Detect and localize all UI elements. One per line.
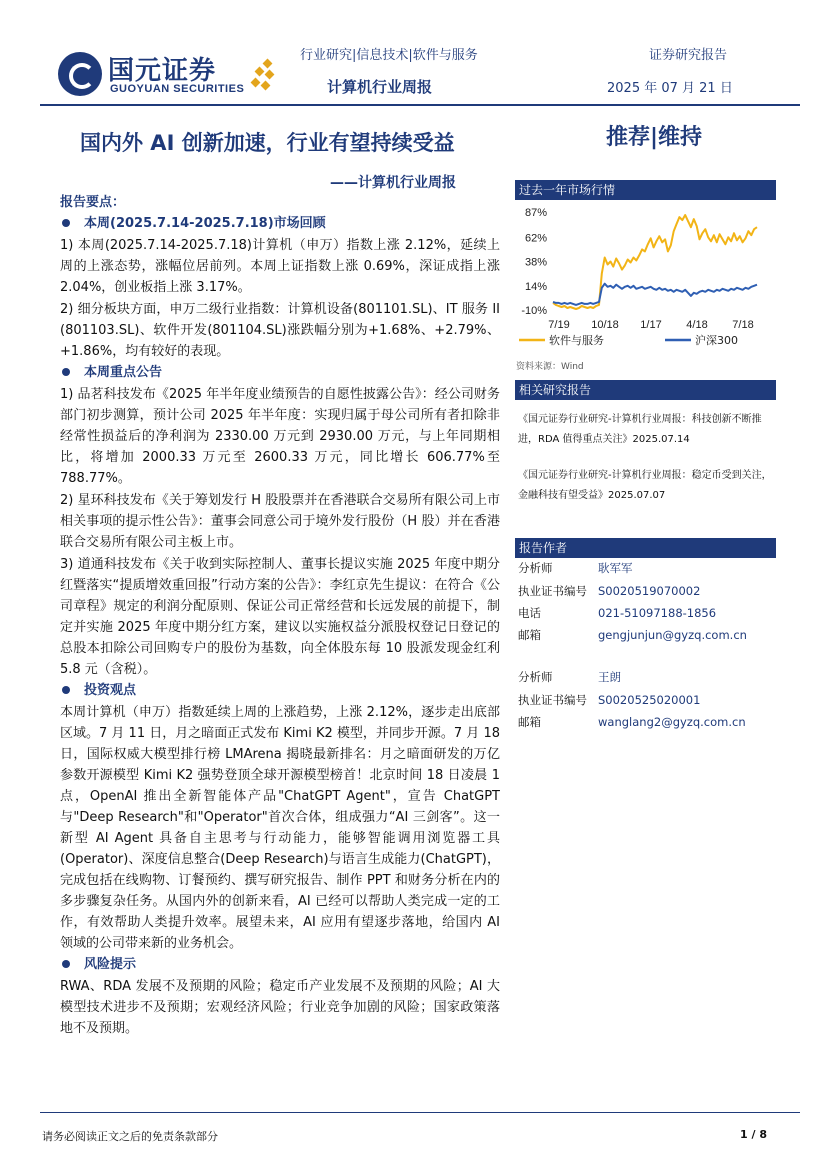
rating: 推荐|维持	[606, 125, 703, 150]
report-points-label: 报告要点：	[60, 195, 126, 210]
paragraph: 1) 品茗科技发布《2025 年半年度业绩预告的自愿性披露公告》：经公司财务部门初步测算，预计公司 2025 年半年度：实现归属于母公司所有者扣除非经常性损益后的净利润为 2330.00 万元到 2930.00 万元，与上年同期相比，将增加 2000.33 万元至 2600.33 万元，同比增长 606.77%至 788.77%。	[60, 387, 500, 486]
paragraph: 本周计算机（申万）指数延续上周的上涨趋势，上涨 2.12%，逐步走出底部区域。7 月 11 日，月之暗面正式发布 Kimi K2 模型，并同步开源。7 月 18 日，国际权威大模型排行榜 LMArena 揭晓最新排名：月之暗面研发的万亿参数开源模型 Kimi K2 强势登顶全球开源模型榜首！北京时间 18 日凌晨 1 点，OpenAI 推出全新智能体产品"ChatGPT Agent"，宣告 ChatGPT 与"Deep Research"和"Operator"首次合体，组成强力“AI 三剑客”。这一新型 AI Agent 具备自主思考与行动能力，能够智能调用浏览器工具(Operator)、深度信息整合(Deep Research)与语言生成能力(ChatGPT)，完成包括在线购物、订餐预约、撰写研究报告、制作 PPT 和财务分析在内的多步骤复杂任务。从国内外的创新来看，AI 已经可以帮助人类完成一定的工作，有效帮助人类提升效率。展望未来，AI 应用有望逐步落地，给国内 AI 领域的公司带来新的业务机会。	[60, 705, 500, 951]
y-tick-label: 38%	[524, 256, 547, 269]
paragraph: 2) 细分板块方面，申万二级行业指数：计算机设备(801101.SL)、IT 服务 II (801103.SL)、软件开发(801104.SL)涨跌幅分别为+1.68%、+2.79%、+1.86%，均有较好的表现。	[60, 302, 500, 359]
header-weekly-title: 计算机行业周报	[327, 78, 433, 96]
report-title: 国内外 AI 创新加速，行业有望持续受益	[80, 131, 455, 155]
legend-label: 沪深300	[695, 334, 738, 347]
logo	[58, 50, 278, 100]
related-report[interactable]: 《国元证券行业研究-计算机行业周报：稳定币受到关注，金融科技有望受益》2025.07.07	[518, 470, 772, 501]
section-heading: 风险提示	[60, 955, 500, 975]
author-row: 邮箱 gengjunjun@gyzq.com.cn	[518, 624, 780, 646]
page-number: 1 / 8	[740, 1128, 767, 1141]
bullet-icon	[62, 368, 70, 376]
paragraph: 1) 本周(2025.7.14-2025.7.18)计算机（申万）指数上涨 2.12%，延续上周的上涨态势，涨幅位居前列。本周上证指数上涨 0.69%，深证成指上涨 2.04%，创业板指上涨 3.17%。	[60, 238, 500, 295]
section-heading: 投资观点	[60, 681, 500, 701]
bullet-icon	[62, 960, 70, 968]
paragraph: RWA、RDA 发展不及预期的风险；稳定币产业发展不及预期的风险；AI 大模型技术进步不及预期；宏观经济风险；行业竞争加剧的风险；国家政策落地不及预期。	[60, 979, 500, 1036]
header-divider	[40, 104, 800, 106]
footer-divider	[40, 1112, 800, 1113]
y-tick-label: 87%	[524, 207, 547, 219]
section-heading: 本周重点公告	[60, 363, 500, 383]
y-tick-label: -10%	[521, 305, 547, 317]
logo-diamond-icon	[250, 60, 276, 90]
related-section-header: 相关研究报告	[515, 380, 776, 400]
header-date: 2025 年 07 月 21 日	[607, 81, 733, 96]
bullet-icon	[62, 686, 70, 694]
x-tick-label: 10/18	[591, 319, 619, 331]
author-row: 分析师 王朗	[518, 670, 621, 684]
series-line-1	[553, 284, 757, 305]
author-row: 执业证书编号 S0020519070002	[518, 584, 701, 598]
x-tick-label: 4/18	[686, 319, 708, 331]
logo-text: 国元证券	[108, 56, 217, 86]
x-tick-label: 7/19	[548, 319, 570, 331]
footer-disclaimer: 请务必阅读正文之后的免责条款部分	[42, 1130, 218, 1143]
market-chart	[515, 200, 780, 355]
report-body	[60, 192, 500, 1040]
section-heading: 本周(2025.7.14-2025.7.18)市场回顾	[60, 214, 500, 234]
report-subtitle: ——计算机行业周报	[330, 175, 456, 191]
paragraph: 3) 道通科技发布《关于收到实际控制人、董事长提议实施 2025 年度中期分红暨落实“提质增效重回报”行动方案的公告》：李红京先生提议：在符合《公司章程》规定的利润分配原则、保证公司正常经营和长远发展的前提下，制定并实施 2025 年度中期分红方案，建议以实施权益分派股权登记日登记的总股本扣除公司回购专户的股份为基数，向全体股东每 10 股派发现金红利 5.8 元（含税）。	[60, 557, 500, 677]
y-tick-label: 14%	[524, 280, 547, 293]
header-report-type: 证券研究报告	[649, 48, 728, 63]
header-category: 行业研究|信息技术|软件与服务	[300, 48, 478, 63]
author-row: 执业证书编号 S0020525020001	[518, 693, 701, 707]
author-row: 分析师 耿军军	[518, 561, 633, 575]
email-link[interactable]: gengjunjun@gyzq.com.cn	[598, 628, 747, 642]
y-tick-label: 62%	[524, 232, 547, 245]
authors-section-header: 报告作者	[515, 538, 776, 558]
author-row: 电话 021-51097188-1856	[518, 606, 717, 620]
market-section-header: 过去一年市场行情	[515, 180, 776, 200]
author-row: 邮箱 wanglang2@gyzq.com.cn	[518, 711, 780, 733]
x-tick-label: 1/17	[640, 319, 662, 331]
paragraph: 2) 星环科技发布《关于筹划发行 H 股股票并在香港联合交易所有限公司上市相关事项的提示性公告》：董事会同意公司于境外发行股份（H 股）并在香港联合交易所有限公司主板上市。	[60, 493, 500, 550]
logo-emblem-icon	[58, 52, 102, 96]
series-line-0	[553, 215, 757, 309]
email-link[interactable]: wanglang2@gyzq.com.cn	[598, 715, 746, 729]
x-tick-label: 7/18	[732, 319, 754, 331]
legend-label: 软件与服务	[549, 334, 604, 347]
data-source: 资料来源：Wind	[516, 362, 584, 372]
bullet-icon	[62, 219, 70, 227]
related-report[interactable]: 《国元证券行业研究-计算机行业周报：科技创新不断推进，RDA 值得重点关注》2025.07.14	[518, 414, 762, 445]
logo-english-text: GUOYUAN SECURITIES	[110, 83, 245, 95]
